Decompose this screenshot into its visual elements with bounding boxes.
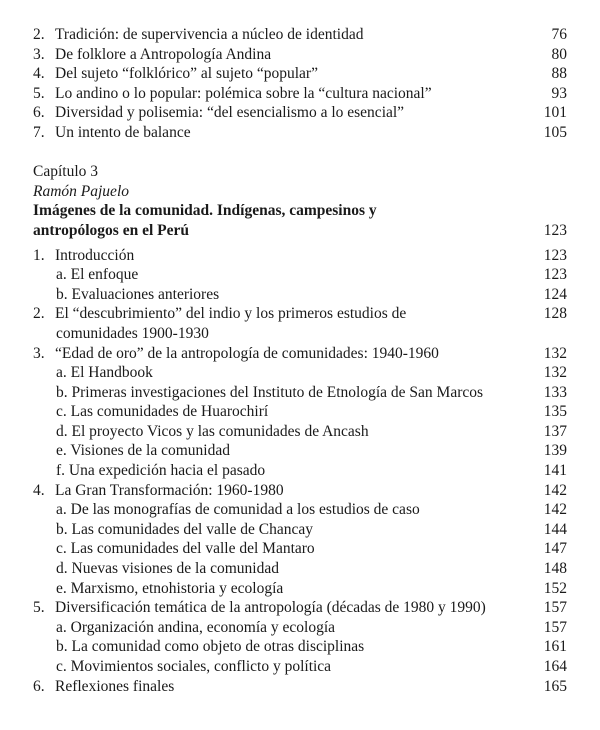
chapter-title-line2: antropólogos en el Perú <box>33 221 189 239</box>
spacer <box>0 143 600 163</box>
chapter-title <box>0 221 600 241</box>
entry-page: 141 <box>543 462 567 480</box>
entry-page: 142 <box>543 501 567 519</box>
entry-title: c. Las comunidades del valle del Mantaro <box>56 540 315 558</box>
toc-entry <box>0 265 600 285</box>
entry-page: 142 <box>543 481 567 499</box>
toc-entry <box>0 598 600 618</box>
entry-title: f. Una expedición hacia el pasado <box>56 462 266 480</box>
entry-title: b. La comunidad como objeto de otras disciplinas <box>56 638 365 656</box>
entry-title: El “descubrimiento” del indio y los primeros estudios de <box>55 305 407 323</box>
entry-title: b. Las comunidades del valle de Chancay <box>56 520 313 538</box>
entry-page: 148 <box>543 560 567 578</box>
entry-number: 4. <box>33 481 45 499</box>
entry-page: 144 <box>543 520 567 538</box>
toc-entry <box>0 344 600 364</box>
entry-title: Tradición: de supervivencia a núcleo de identidad <box>55 26 364 43</box>
toc-entry <box>0 500 600 520</box>
toc-entry <box>0 657 600 677</box>
chapter-title-line1: Imágenes de la comunidad. Indígenas, campesinos y <box>33 202 377 220</box>
entry-page: 157 <box>543 618 567 636</box>
entry-page: 161 <box>543 638 567 656</box>
chapter-label <box>0 162 600 182</box>
entry-page: 157 <box>543 599 567 617</box>
entry-title: e. Visiones de la comunidad <box>56 442 230 460</box>
entry-page: 164 <box>543 658 567 675</box>
toc-entry <box>0 539 600 559</box>
entry-title: Del sujeto “folklórico” al sujeto “popular” <box>55 65 318 83</box>
toc-entry <box>0 123 600 143</box>
toc-entry <box>0 324 600 344</box>
entry-title: La Gran Transformación: 1960-1980 <box>55 481 284 499</box>
toc-entry <box>0 520 600 540</box>
entry-page: 132 <box>543 344 567 362</box>
toc-entry <box>0 461 600 481</box>
entry-title: a. Organización andina, economía y ecología <box>56 618 336 636</box>
entry-page: 123 <box>543 266 567 284</box>
entry-title: d. Nuevas visiones de la comunidad <box>56 560 279 578</box>
entry-page: 152 <box>543 579 567 597</box>
entry-number: 2. <box>33 26 45 43</box>
entry-number: 3. <box>33 344 45 362</box>
toc-entry <box>0 103 600 123</box>
entry-page: 88 <box>551 65 567 83</box>
table-of-contents <box>0 25 600 696</box>
entry-number: 7. <box>33 123 45 141</box>
toc-entry <box>0 637 600 657</box>
toc-entry <box>0 481 600 501</box>
entry-page: 147 <box>543 540 567 558</box>
entry-page: 105 <box>543 123 567 141</box>
toc-entry <box>0 25 600 45</box>
entry-title: Un intento de balance <box>55 123 191 141</box>
entry-number: 3. <box>33 45 45 63</box>
entry-title: Reflexiones finales <box>55 677 175 695</box>
entry-title: Introducción <box>55 246 135 264</box>
toc-entry <box>0 285 600 305</box>
toc-entry <box>0 64 600 84</box>
entry-title: Diversidad y polisemia: “del esencialismo a lo esencial” <box>55 104 405 122</box>
toc-entry <box>0 304 600 324</box>
entry-title: c. Movimientos sociales, conflicto y política <box>56 658 332 675</box>
toc-entry <box>0 363 600 383</box>
toc-entry <box>0 402 600 422</box>
entry-title: c. Las comunidades de Huarochirí <box>56 403 269 421</box>
entry-page: 128 <box>543 305 567 323</box>
entry-page: 124 <box>543 285 567 303</box>
entry-page: 132 <box>543 364 567 382</box>
chapter-author-text: Ramón Pajuelo <box>33 182 129 200</box>
entry-page: 93 <box>551 84 567 102</box>
entry-number: 6. <box>33 677 45 695</box>
entry-number: 1. <box>33 246 45 264</box>
entry-title: De folklore a Antropología Andina <box>55 45 272 63</box>
entry-title: b. Evaluaciones anteriores <box>56 285 220 303</box>
toc-entry <box>0 383 600 403</box>
entry-page: 139 <box>543 442 567 460</box>
chapter-author <box>0 182 600 202</box>
entry-page: 137 <box>543 422 567 440</box>
entry-page: 165 <box>543 677 567 695</box>
entry-title: b. Primeras investigaciones del Instituto de Etnología de San Marcos <box>56 383 484 401</box>
toc-entry <box>0 441 600 461</box>
entry-number: 2. <box>33 305 45 323</box>
entry-title: d. El proyecto Vicos y las comunidades de Ancash <box>56 422 369 440</box>
entry-title: e. Marxismo, etnohistoria y ecología <box>56 579 284 597</box>
toc-entry <box>0 45 600 65</box>
entry-title: a. El enfoque <box>56 266 139 284</box>
toc-entry <box>0 84 600 104</box>
toc-entry <box>0 559 600 579</box>
entry-page: 135 <box>543 403 567 421</box>
entry-number: 5. <box>33 84 45 102</box>
entry-number: 5. <box>33 599 45 617</box>
toc-entry <box>0 579 600 599</box>
toc-entry <box>0 618 600 638</box>
chapter-entries <box>0 246 600 697</box>
toc-entry <box>0 246 600 266</box>
entry-title: a. El Handbook <box>56 364 153 382</box>
entry-title: Diversificación temática de la antropología (décadas de 1980 y 1990) <box>55 599 486 617</box>
toc-entry <box>0 422 600 442</box>
entry-number: 4. <box>33 65 45 83</box>
entry-title: “Edad de oro” de la antropología de comunidades: 1940-1960 <box>55 344 439 362</box>
toc-entry <box>0 677 600 697</box>
entry-title: comunidades 1900-1930 <box>56 324 209 342</box>
entry-page: 76 <box>551 26 567 43</box>
entry-page: 101 <box>543 104 567 122</box>
entry-title: a. De las monografías de comunidad a los estudios de caso <box>56 501 420 519</box>
chapter-label-text: Capítulo 3 <box>33 163 99 181</box>
previous-chapter-entries <box>0 25 600 143</box>
entry-title: Lo andino o lo popular: polémica sobre la “cultura nacional” <box>55 84 432 102</box>
entry-number: 6. <box>33 104 45 122</box>
entry-page: 123 <box>543 246 567 264</box>
entry-page: 80 <box>551 45 567 63</box>
chapter-page: 123 <box>543 221 567 239</box>
entry-page: 133 <box>543 383 567 401</box>
chapter-title <box>0 201 600 221</box>
